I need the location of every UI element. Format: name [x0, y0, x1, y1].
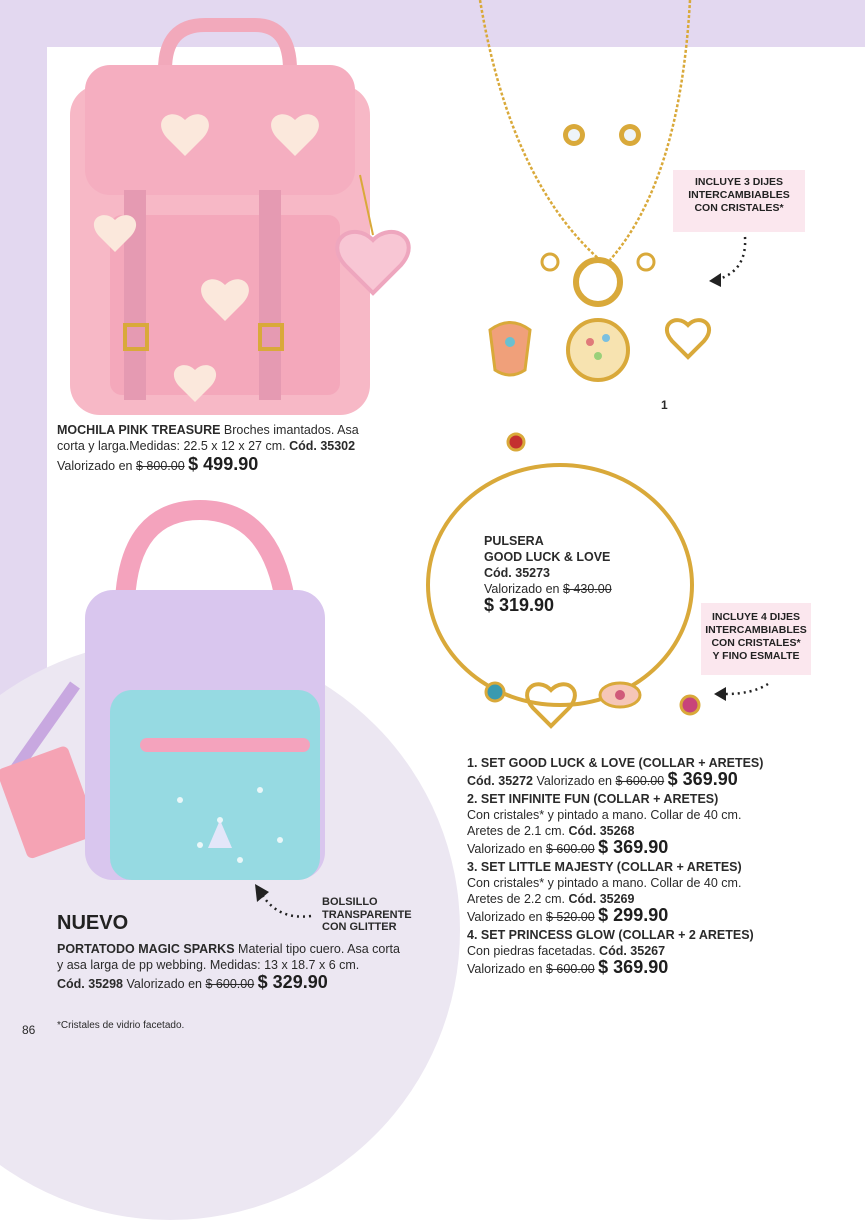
- jewelry-callout-line-3: CON CRISTALES*: [694, 202, 784, 214]
- pouch-callout: [322, 896, 412, 934]
- pouch-old-price: $ 600.00: [205, 977, 255, 991]
- bracelet-code: Cód. 35273: [484, 566, 551, 580]
- pouch-description: [57, 941, 447, 973]
- backpack-old-price: $ 800.00: [136, 459, 185, 473]
- pouch-callout-line-3: CON GLITTER: [322, 921, 397, 933]
- set-3-valued-label: Valorizado en: [467, 910, 543, 924]
- pouch-callout-line-2: TRANSPARENTE: [322, 908, 412, 921]
- bracelet-callout-line-1: INCLUYE 4 DIJES: [711, 611, 801, 623]
- pouch-price-line: [57, 974, 328, 992]
- backpack-code: Cód. 35302: [289, 439, 356, 453]
- nuevo-badge: NUEVO: [57, 912, 129, 934]
- set-3-desc-1: Con cristales* y pintado a mano. Collar de 40 cm.: [467, 876, 742, 890]
- bracelet-title-2: GOOD LUCK & LOVE: [484, 550, 611, 564]
- set-4-valued-label: Valorizado en: [467, 962, 543, 976]
- backpack-desc-1: Broches imantados. Asa: [223, 423, 359, 437]
- page-number: 86: [22, 1023, 36, 1037]
- set-2-desc-2: Aretes de 2.1 cm.: [467, 824, 565, 838]
- set-1-price: $ 369.90: [667, 769, 738, 789]
- jewelry-callout: [673, 170, 805, 232]
- backpack-price-line: [57, 456, 258, 474]
- jewelry-callout-line-2: INTERCAMBIABLES: [688, 189, 790, 201]
- set-4-code: Cód. 35267: [599, 944, 666, 958]
- set-3-title: 3. SET LITTLE MAJESTY (COLLAR + ARETES): [467, 860, 742, 874]
- pouch-code: Cód. 35298: [57, 977, 124, 991]
- pouch-desc-2: y asa larga de pp webbing. Medidas: 13 x 18.7 x 6 cm.: [57, 958, 360, 972]
- bracelet-title-1: PULSERA: [484, 534, 544, 548]
- set-3-desc-2: Aretes de 2.2 cm.: [467, 892, 565, 906]
- jewelry-callout-arrow: [705, 235, 755, 290]
- pouch-price: $ 329.90: [257, 972, 328, 992]
- set-1-code: Cód. 35272: [467, 774, 534, 788]
- set-4-desc-1: Con piedras facetadas.: [467, 944, 596, 958]
- set-2-old-price: $ 600.00: [546, 842, 595, 856]
- set-3-code: Cód. 35269: [568, 892, 635, 906]
- set-4-old-price: $ 600.00: [546, 962, 595, 976]
- backpack-description: [57, 422, 417, 454]
- bracelet-text: [484, 533, 612, 613]
- set-3-old-price: $ 520.00: [546, 910, 595, 924]
- set-1-old-price: $ 600.00: [615, 774, 665, 788]
- bracelet-callout-line-3: CON CRISTALES*: [711, 637, 801, 649]
- sets-list: [467, 755, 857, 977]
- set-2-code: Cód. 35268: [568, 824, 635, 838]
- backpack-image: [55, 10, 415, 420]
- set-3-price: $ 299.90: [598, 905, 669, 925]
- pouch-image: [0, 500, 340, 900]
- pouch-desc-1: Material tipo cuero. Asa corta: [238, 942, 400, 956]
- necklace-number: 1: [661, 398, 668, 412]
- backpack-name: MOCHILA PINK TREASURE: [57, 423, 221, 437]
- jewelry-callout-line-1: INCLUYE 3 DIJES: [694, 176, 784, 188]
- pouch-name: PORTATODO MAGIC SPARKS: [57, 942, 235, 956]
- bracelet-valued-label: Valorizado en: [484, 582, 560, 596]
- pouch-valued-label: Valorizado en: [126, 977, 203, 991]
- set-2-title: 2. SET INFINITE FUN (COLLAR + ARETES): [467, 792, 719, 806]
- pouch-callout-arrow: [245, 880, 315, 925]
- set-4-title: 4. SET PRINCESS GLOW (COLLAR + 2 ARETES): [467, 928, 754, 942]
- footnote: *Cristales de vidrio facetado.: [57, 1020, 185, 1031]
- backpack-price: $ 499.90: [188, 454, 259, 474]
- set-2-price: $ 369.90: [598, 837, 669, 857]
- pouch-callout-line-1: BOLSILLO: [322, 896, 378, 908]
- set-2-valued-label: Valorizado en: [467, 842, 543, 856]
- set-2-desc-1: Con cristales* y pintado a mano. Collar de 40 cm.: [467, 808, 742, 822]
- bracelet-callout-line-2: INTERCAMBIABLES: [705, 624, 807, 636]
- bracelet-callout-line-4: Y FINO ESMALTE: [712, 650, 800, 662]
- bracelet-callout: [701, 603, 811, 675]
- bracelet-callout-arrow: [712, 680, 772, 710]
- backpack-desc-2: corta y larga.Medidas: 22.5 x 12 x 27 cm.: [57, 439, 286, 453]
- set-1-valued-label: Valorizado en: [536, 774, 613, 788]
- bracelet-old-price: $ 430.00: [563, 582, 612, 596]
- bracelet-price: $ 319.90: [484, 595, 555, 615]
- set-1-title: 1. SET GOOD LUCK & LOVE (COLLAR + ARETES): [467, 756, 764, 770]
- backpack-valued-label: Valorizado en: [57, 459, 133, 473]
- set-4-price: $ 369.90: [598, 957, 669, 977]
